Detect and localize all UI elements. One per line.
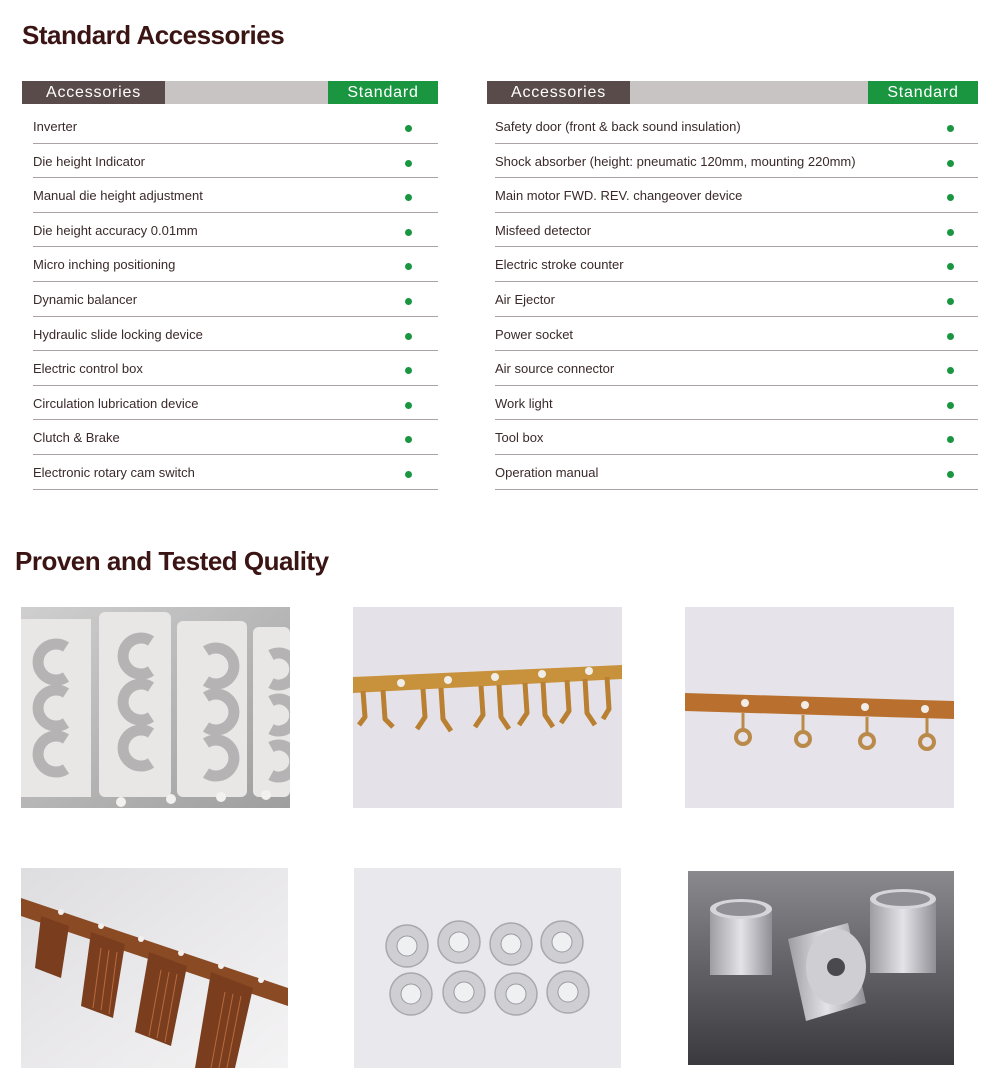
- accessory-label: Micro inching positioning: [33, 257, 176, 273]
- accessory-row: [495, 144, 978, 179]
- accessory-label: Power socket: [495, 326, 574, 342]
- standard-dot-icon: [405, 367, 412, 374]
- accessory-row: [495, 420, 978, 455]
- accessory-row: [495, 386, 978, 421]
- aluminum-caps-photo: [688, 871, 954, 1065]
- accessory-label: Air source connector: [495, 361, 615, 377]
- dimpled-washers-photo: [354, 868, 621, 1068]
- accessory-label: Dynamic balancer: [33, 291, 138, 307]
- accessory-row: [33, 420, 438, 455]
- standard-dot-icon: [405, 229, 412, 236]
- copper-ring-terminal-strip-photo: [685, 607, 954, 808]
- accessory-row: [33, 109, 438, 144]
- accessory-label: Die height accuracy 0.01mm: [33, 222, 198, 238]
- accessory-list: [487, 109, 978, 490]
- accessory-row: [495, 213, 978, 248]
- accessory-row: [33, 455, 438, 490]
- accessories-table-right: [487, 81, 978, 490]
- proven-quality-title: Proven and Tested Quality: [15, 546, 329, 576]
- standard-dot-icon: [405, 333, 412, 340]
- standard-dot-icon: [947, 333, 954, 340]
- standard-dot-icon: [405, 471, 412, 478]
- accessory-row: [33, 213, 438, 248]
- accessory-row: [33, 247, 438, 282]
- accessory-label: Shock absorber (height: pneumatic 120mm, mounting 220mm): [495, 153, 856, 169]
- accessory-list: [22, 109, 438, 490]
- accessory-row: [495, 351, 978, 386]
- accessory-label: Electric stroke counter: [495, 257, 624, 273]
- standard-accessories-title: Standard Accessories: [22, 20, 285, 50]
- accessory-label: Electronic rotary cam switch: [33, 464, 195, 480]
- standard-dot-icon: [405, 298, 412, 305]
- accessory-label: Air Ejector: [495, 291, 555, 307]
- accessory-row: [495, 178, 978, 213]
- standard-dot-icon: [947, 298, 954, 305]
- copper-comb-contact-strip-photo: [21, 868, 288, 1068]
- standard-dot-icon: [947, 194, 954, 201]
- accessory-label: Operation manual: [495, 464, 599, 480]
- accessory-row: [495, 282, 978, 317]
- accessory-row: [33, 282, 438, 317]
- standard-dot-icon: [947, 471, 954, 478]
- table-header: [22, 81, 438, 104]
- standard-dot-icon: [947, 229, 954, 236]
- accessory-row: [495, 317, 978, 352]
- accessory-label: Electric control box: [33, 361, 143, 377]
- standard-dot-icon: [405, 436, 412, 443]
- accessories-table-left: [22, 81, 438, 490]
- standard-dot-icon: [405, 402, 412, 409]
- accessory-label: Misfeed detector: [495, 222, 592, 238]
- table-header: [487, 81, 978, 104]
- accessory-row: [33, 351, 438, 386]
- accessory-label: Tool box: [495, 430, 544, 446]
- accessory-row: [495, 109, 978, 144]
- stamped-c-washers-photo: [21, 607, 290, 808]
- standard-dot-icon: [405, 160, 412, 167]
- header-standard: Standard: [868, 81, 978, 104]
- standard-dot-icon: [947, 125, 954, 132]
- accessory-row: [33, 317, 438, 352]
- standard-dot-icon: [947, 263, 954, 270]
- accessory-row: [33, 386, 438, 421]
- accessory-label: Main motor FWD. REV. changeover device: [495, 188, 743, 204]
- header-accessories: Accessories: [487, 81, 630, 104]
- standard-dot-icon: [947, 367, 954, 374]
- accessory-row: [33, 144, 438, 179]
- standard-dot-icon: [947, 436, 954, 443]
- accessory-row: [495, 247, 978, 282]
- brass-terminal-strip-photo: [353, 607, 622, 808]
- accessory-label: Work light: [495, 395, 553, 411]
- accessory-row: [495, 455, 978, 490]
- standard-dot-icon: [405, 263, 412, 270]
- accessory-label: Clutch & Brake: [33, 430, 120, 446]
- accessory-label: Inverter: [33, 119, 78, 134]
- accessory-row: [33, 178, 438, 213]
- header-standard: Standard: [328, 81, 438, 104]
- standard-dot-icon: [947, 402, 954, 409]
- standard-dot-icon: [405, 125, 412, 132]
- accessory-label: Die height Indicator: [33, 153, 146, 169]
- standard-dot-icon: [947, 160, 954, 167]
- accessory-label: Circulation lubrication device: [33, 395, 199, 411]
- accessory-label: Hydraulic slide locking device: [33, 326, 203, 342]
- header-accessories: Accessories: [22, 81, 165, 104]
- accessory-label: Safety door (front & back sound insulation): [495, 119, 741, 134]
- accessory-label: Manual die height adjustment: [33, 188, 203, 204]
- standard-dot-icon: [405, 194, 412, 201]
